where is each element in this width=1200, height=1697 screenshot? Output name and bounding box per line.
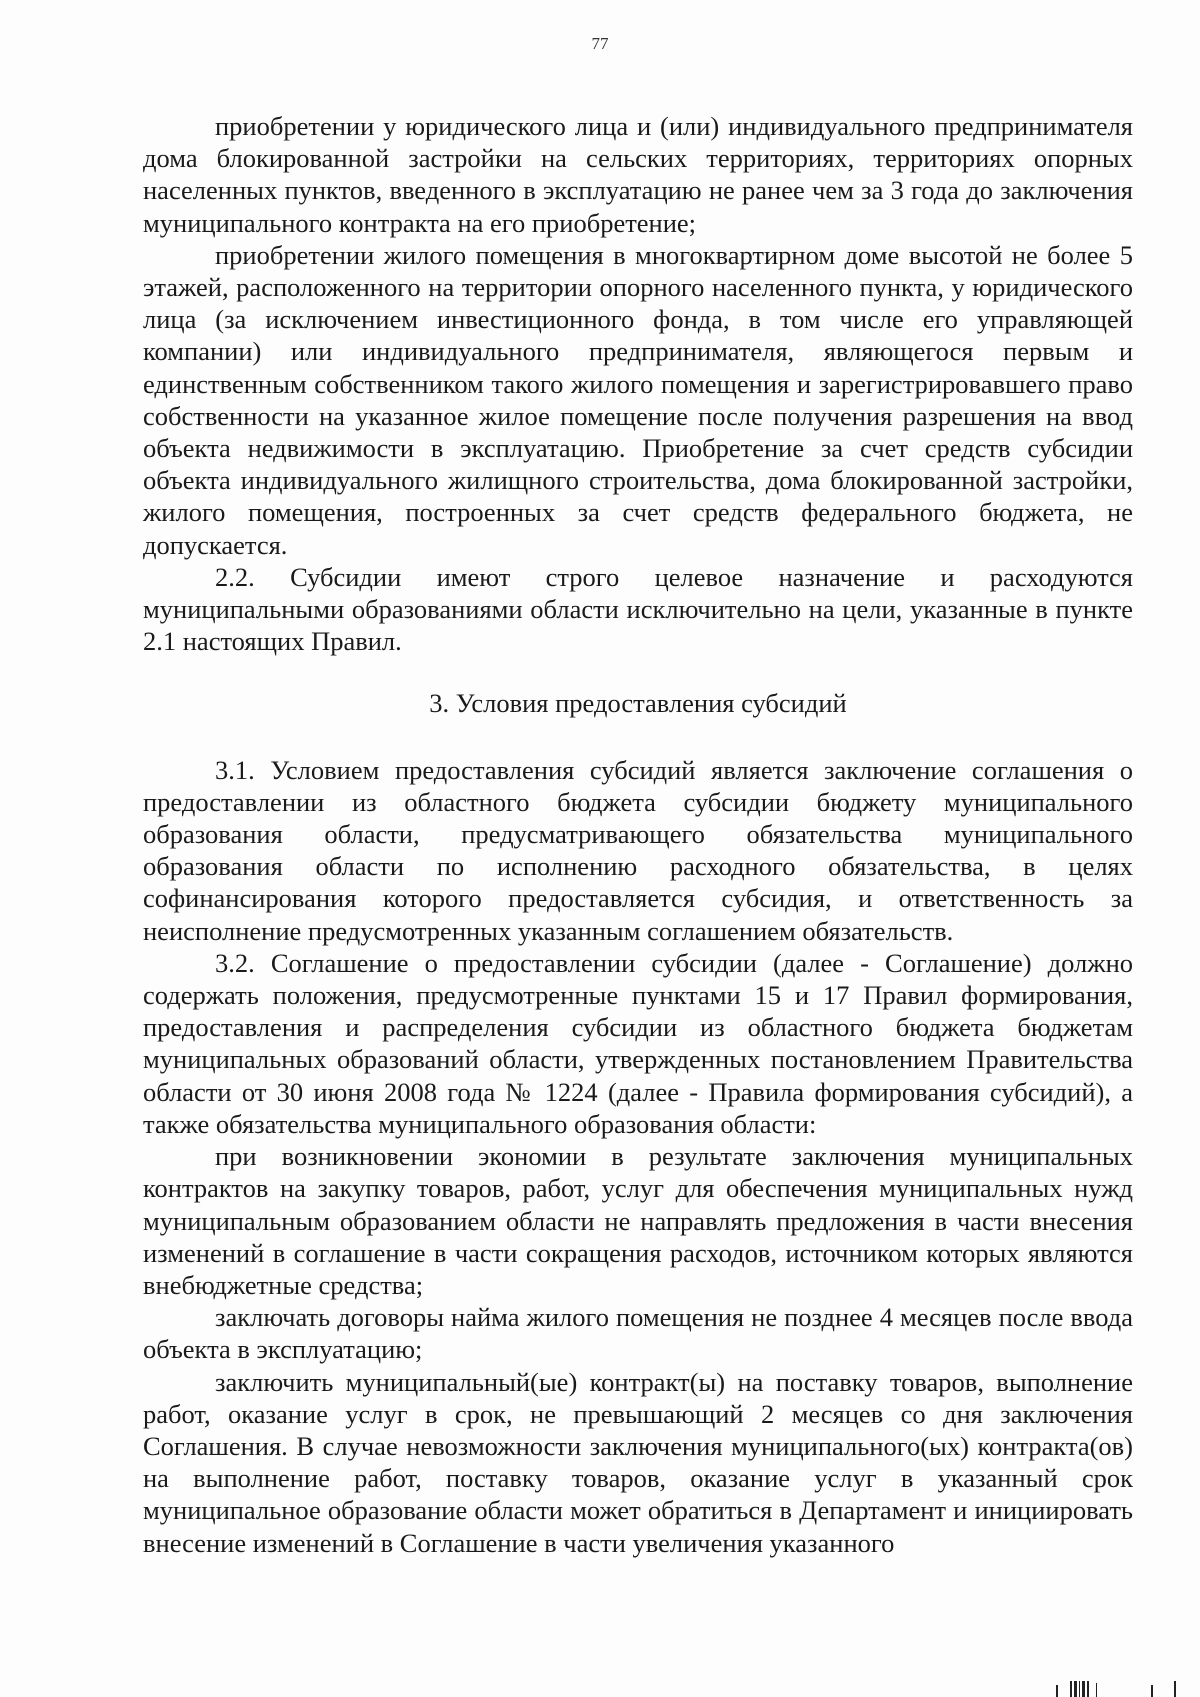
paragraph-2-1-house-purchase: приобретении у юридического лица и (или) индивидуального предпринимателя дома блокированной застройки на сельских территориях, территориях опорных населенных пунктов, введенного в эксплуатацию не ранее чем за 3 года до заключения муниципального контракта на его приобретение; [143, 111, 1133, 238]
barcode-strip [1056, 1679, 1186, 1697]
paragraph-2-2: 2.2. Субсидии имеют строго целевое назначение и расходуются муниципальными образованиями области исключительно на цели, указанные в пункте 2.1 настоящих Правил. [143, 561, 1133, 657]
section-heading: 3. Условия предоставления субсидий [429, 688, 847, 719]
page-number: 77 [591, 34, 609, 53]
paragraph-savings-obligation: при возникновении экономии в результате заключения муниципальных контрактов на закупку товаров, работ, услуг для обеспечения муниципальных нужд муниципальным образованием области не направлять предложения в части внесения изменений в соглашение в части сокращения расходов, источником которых являются внебюджетные средства; [143, 1141, 1133, 1300]
document-body [143, 110, 1133, 1559]
paragraph-3-2: 3.2. Соглашение о предоставлении субсидии (далее - Соглашение) должно содержать положения, предусмотренные пунктами 15 и 17 Правил формирования, предоставления и распределения субсидии из областного бюджета бюджетам муниципальных образований области, утвержденных постановлением Правительства области от 30 июня 2008 года № 1224 (далее - Правила формирования субсидий), а также обязательства муниципального образования области: [143, 947, 1133, 1139]
paragraph-2-1-apartment-purchase: приобретении жилого помещения в многоквартирном доме высотой не более 5 этажей, расположенного на территории опорного населенного пункта, у юридического лица (за исключением инвестиционного фонда, в том числе его управляющей компании) или индивидуального предпринимателя, являющегося первым и единственным собственником такого жилого помещения и зарегистрировавшего право собственности на указанное жилое помещение после получения разрешения на ввод объекта недвижимости в эксплуатацию. Приобретение за счет средств субсидии объекта индивидуального жилищного строительства, дома блокированной застройки, жилого помещения, построенных за счет средств федерального бюджета, не допускается. [143, 239, 1133, 560]
paragraph-lease-obligation: заключать договоры найма жилого помещения не позднее 4 месяцев после ввода объекта в эксплуатацию; [143, 1302, 1133, 1365]
paragraph-contract-obligation: заключить муниципальный(ые) контракт(ы) на поставку товаров, выполнение работ, оказание услуг в срок, не превышающий 2 месяцев со дня заключения Соглашения. В случае невозможности заключения муниципального(ых) контракта(ов) на выполнение работ, поставку товаров, оказание услуг в указанный срок муниципальное образование области может обратиться в Департамент и инициировать внесение изменений в Соглашение в части увеличения указанного [143, 1366, 1133, 1558]
paragraph-3-1: 3.1. Условием предоставления субсидий является заключение соглашения о предоставлении из областного бюджета субсидии бюджету муниципального образования области, предусматривающего обязательства муниципального образования области по исполнению расходного обязательства, в целях софинансирования которого предоставляется субсидия, и ответственность за неисполнение предусмотренных указанным соглашением обязательств. [143, 754, 1133, 946]
